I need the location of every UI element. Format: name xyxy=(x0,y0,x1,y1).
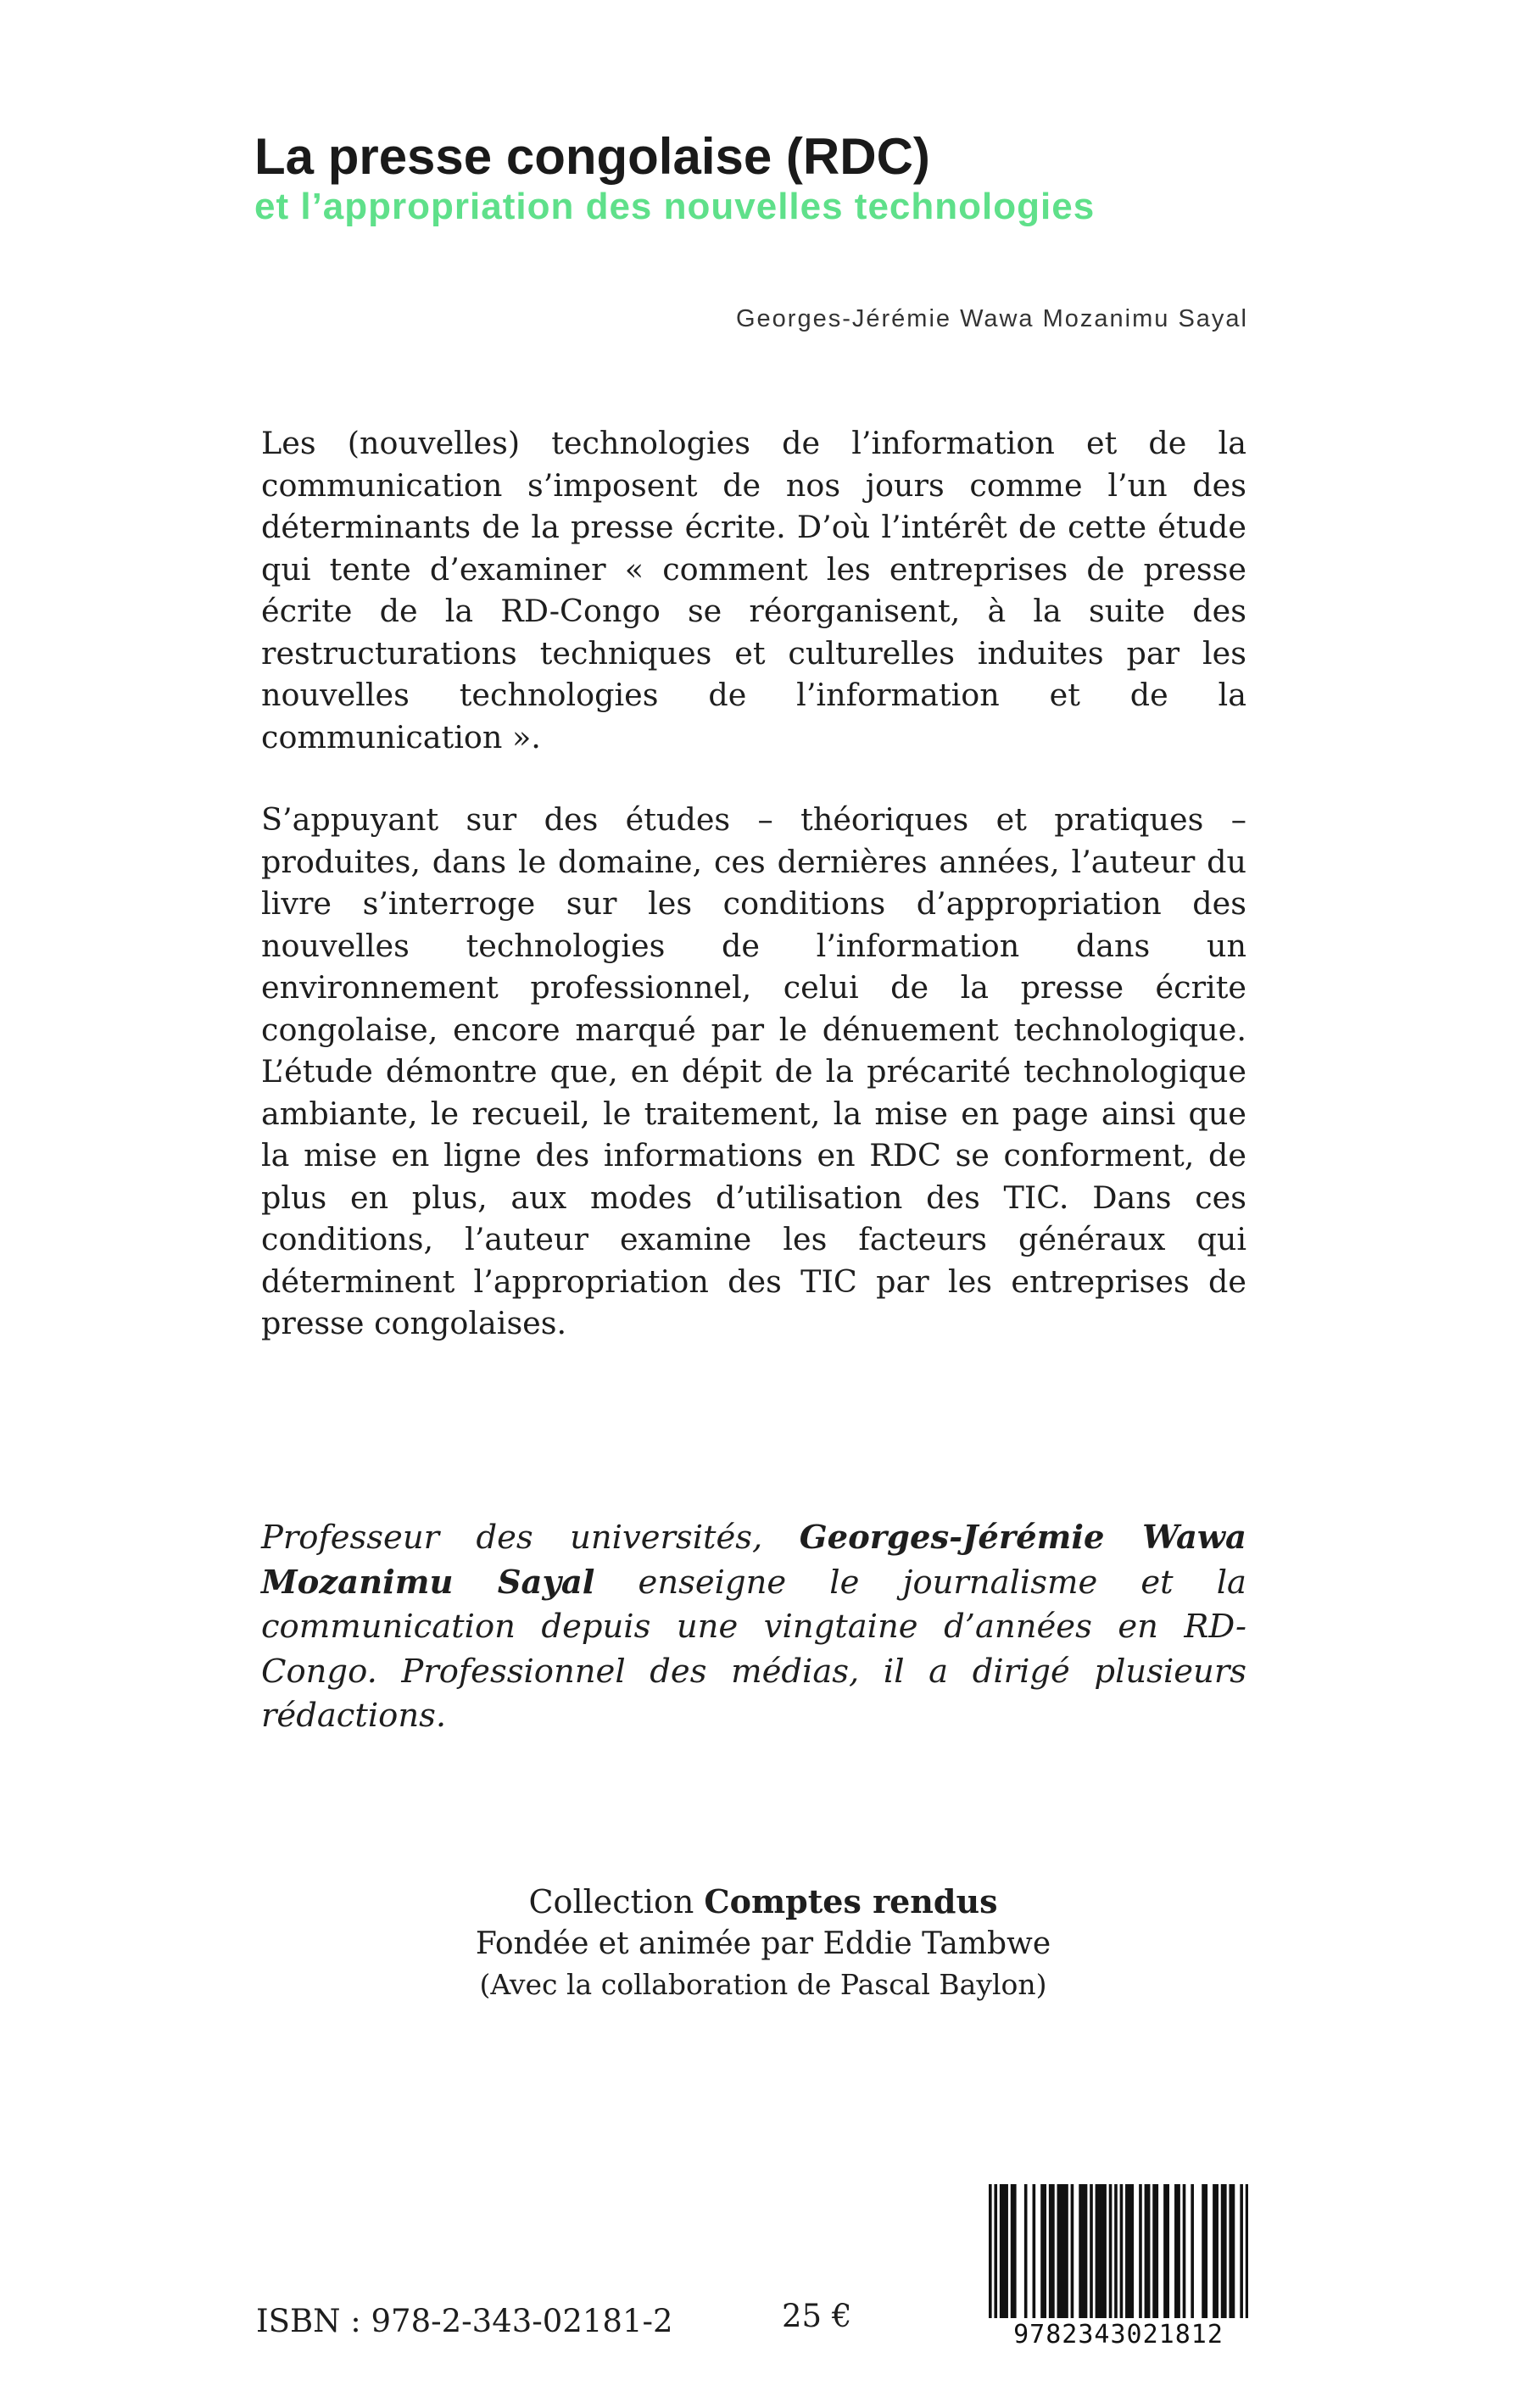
barcode-bar xyxy=(1232,2184,1235,2318)
barcode-bar xyxy=(1240,2184,1243,2318)
barcode-bar xyxy=(1040,2184,1044,2318)
barcode-bar xyxy=(1057,2184,1061,2318)
barcode-bar xyxy=(1130,2184,1134,2318)
author-name: Georges-Jérémie Wawa Mozanimu Sayal xyxy=(735,305,1248,332)
barcode-bar xyxy=(1221,2184,1224,2318)
barcode-bar xyxy=(1060,2184,1063,2318)
bio-rest: enseigne le journalisme et la communication depuis une vingtaine d’années en RD-Congo. Professionnel des médias, il a dirigé plusieurs rédactions. xyxy=(261,1563,1246,1735)
barcode-bar xyxy=(1139,2184,1142,2318)
book-title: La presse congolaise (RDC) xyxy=(254,128,930,185)
barcode-bar xyxy=(1213,2184,1216,2318)
barcode-bar xyxy=(1147,2184,1151,2318)
barcode-bar xyxy=(1051,2184,1055,2318)
blurb-paragraph-2: S’appuyant sur des études – théoriques et pratiques – produites, dans le domaine, ces dernières années, l’auteur du livre s’interroge sur les conditions d’appropriation des nouvelles technologies de l’information dans un environnement professionnel, celui de la presse écrite congolaise, encore marqué par le dénuement technologique. L’étude démontre que, en dépit de la précarité technologique ambiante, le recueil, le traitement, la mise en page ainsi que la mise en ligne des informations en RDC se conforment, de plus en plus, aux modes d’utilisation des TIC. Dans ces conditions, l’auteur examine les facteurs généraux qui déterminent l’appropriation des TIC par les entreprises de presse congolaises. xyxy=(261,801,1246,1341)
barcode-bar xyxy=(1085,2184,1088,2318)
barcode-bar xyxy=(1024,2184,1028,2318)
bio-lead: Professeur des universités, xyxy=(261,1519,800,1557)
barcode xyxy=(989,2184,1248,2350)
isbn: ISBN : 978-2-343-02181-2 xyxy=(256,2303,673,2339)
barcode-bar xyxy=(1071,2184,1074,2318)
barcode-bar xyxy=(1174,2184,1178,2318)
collection-prefix: Collection xyxy=(528,1883,705,1920)
barcode-bar xyxy=(1224,2184,1227,2318)
barcode-bar xyxy=(1043,2184,1046,2318)
barcode-bar xyxy=(1202,2184,1205,2318)
barcode-bar xyxy=(1152,2184,1156,2318)
barcode-bar xyxy=(1229,2184,1232,2318)
barcode-bars xyxy=(989,2184,1248,2320)
barcode-bar xyxy=(1120,2184,1124,2318)
barcode-bar xyxy=(1000,2184,1003,2318)
bio-author-name: Georges-Jérémie Wawa Mozanimu Sayal xyxy=(261,1519,1246,1602)
barcode-bar xyxy=(1013,2184,1017,2318)
barcode-bar xyxy=(1109,2184,1113,2318)
barcode-bar xyxy=(1062,2184,1066,2318)
barcode-bar xyxy=(1002,2184,1006,2318)
barcode-bar xyxy=(1049,2184,1052,2318)
collection-name: Comptes rendus xyxy=(704,1882,998,1920)
barcode-bar xyxy=(1005,2184,1008,2318)
collection-line xyxy=(254,1881,1272,1923)
collection-collaboration: (Avec la collaboration de Pascal Baylon) xyxy=(479,1968,1047,2001)
price: 25 € xyxy=(782,2298,852,2334)
collection-info xyxy=(254,1881,1272,2004)
barcode-bar xyxy=(1011,2184,1014,2318)
barcode-bar xyxy=(1166,2184,1169,2318)
barcode-bar xyxy=(1145,2184,1148,2318)
author-bio xyxy=(261,1516,1246,1739)
barcode-bar xyxy=(994,2184,997,2318)
barcode-bar xyxy=(1098,2184,1101,2318)
barcode-bar xyxy=(1103,2184,1107,2318)
barcode-bar xyxy=(1082,2184,1085,2318)
collection-founder: Fondée et animée par Eddie Tambwe xyxy=(475,1926,1051,1961)
barcode-bar xyxy=(1101,2184,1104,2318)
barcode-bar xyxy=(1183,2184,1186,2318)
blurb-paragraph-1: Les (nouvelles) technologies de l’information et de la communication s’imposent de nos jours comme l’un des déterminants de la presse écrite. D’où l’intérêt de cette étude qui tente d’examiner « comment les entreprises de presse écrite de la RD-Congo se réorganisent, à la suite des restructurations techniques et culturelles induites par les nouvelles technologies de l’information et de la communication ». xyxy=(261,425,1246,755)
barcode-bar xyxy=(1204,2184,1207,2318)
barcode-bar xyxy=(1163,2184,1167,2318)
barcode-bar xyxy=(1065,2184,1068,2318)
barcode-bar xyxy=(1079,2184,1082,2318)
barcode-bar xyxy=(1155,2184,1158,2318)
barcode-bar xyxy=(1090,2184,1093,2318)
barcode-bar xyxy=(1215,2184,1218,2318)
barcode-bar xyxy=(989,2184,992,2318)
barcode-bar xyxy=(1096,2184,1099,2318)
barcode-number: 9782343021812 xyxy=(1013,2320,1224,2349)
barcode-bar xyxy=(1125,2184,1129,2318)
barcode-bar xyxy=(1033,2184,1036,2318)
barcode-bar xyxy=(1191,2184,1194,2318)
book-subtitle: et l’appropriation des nouvelles technologies xyxy=(254,186,1096,227)
barcode-bar xyxy=(1128,2184,1131,2318)
barcode-bar xyxy=(1177,2184,1180,2318)
barcode-bar xyxy=(1114,2184,1118,2318)
barcode-bar xyxy=(1246,2184,1248,2318)
